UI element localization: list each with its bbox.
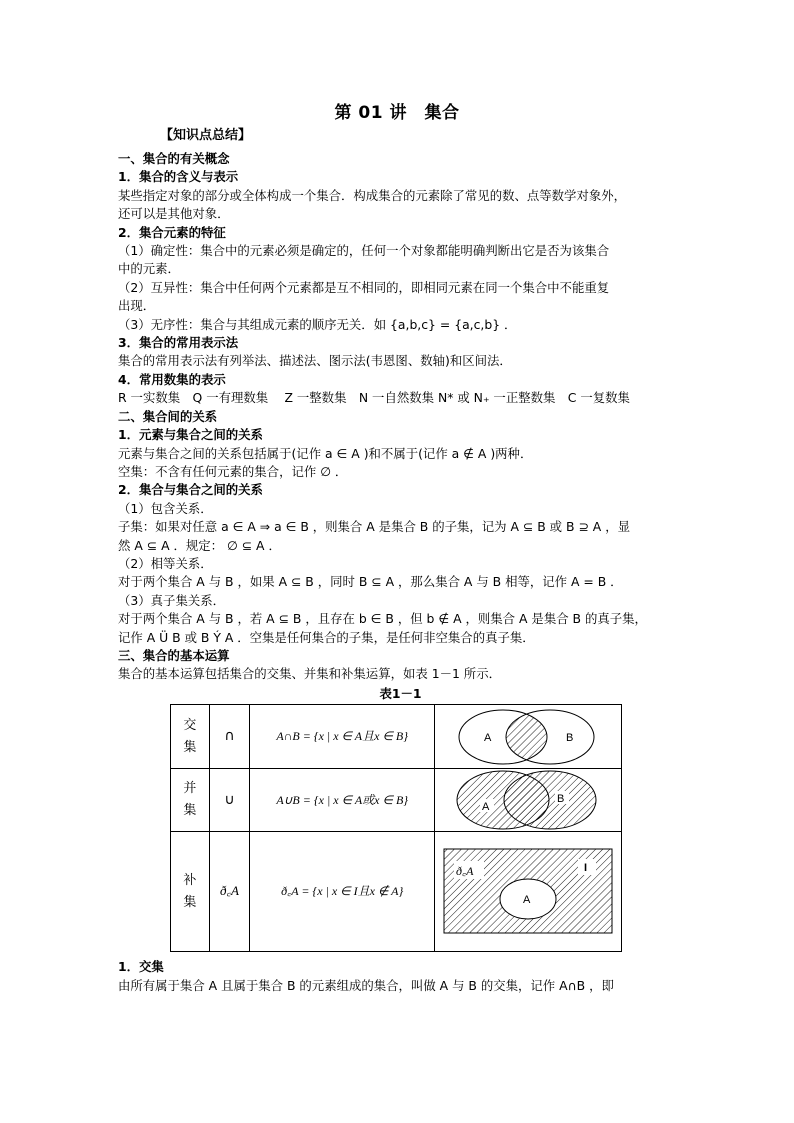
row-symbol: ∪ [209,769,250,832]
venn-complement-cell [435,832,622,952]
knowledge-summary-heading: 【知识点总结】 [160,128,252,143]
venn-union-diagram [438,769,618,831]
venn-union-cell [435,769,622,832]
text-line: 1．交集 [118,959,164,975]
text-line: 由所有属于集合 A 且属于集合 B 的元素组成的集合，叫做 A 与 B 的交集，记作 A∩B ，即 [118,977,614,993]
label-complement: ð꜀A [456,863,474,878]
text-line: 元素与集合之间的关系包括属于(记作 a ∈ A )和不属于(记作 a ∉ A )两种． [118,445,533,461]
text-line: 三、集合的基本运算 [118,647,230,663]
text-line: 记作 A Ü B 或 B Ý A ．空集是任何集合的子集，是任何非空集合的真子集． [118,629,535,645]
text-line: （1）包含关系． [118,500,213,516]
text-line: 某些指定对象的部分或全体构成一个集合．构成集合的元素除了常见的数、点等数学对象外， [118,187,627,203]
text-line: 对于两个集合 A 与 B ，如果 A ⊆ B ，同时 B ⊆ A ，那么集合 A 与 B 相等，记作 A = B ． [118,574,623,590]
text-line: 中的元素． [118,261,180,277]
text-line: 一、集合的有关概念 [118,151,230,166]
text-line: （3）无序性：集合与其组成元素的顺序无关．如 {a,b,c} = {a,c,b} ． [118,316,517,332]
label-a: A [482,801,490,814]
table-row-intersection [171,705,622,769]
label-b: B [566,731,574,744]
text-line: R 一实数集 Q 一有理数集 Z 一整数集 N 一自然数集 N* 或 N₊ 一正整数集 C 一复数集 [118,390,630,406]
venn-intersection-cell [435,705,622,769]
row-symbol: ð꜀A [209,832,250,952]
text-line: 2．集合元素的特征 [118,224,226,240]
set-b-circle [504,771,596,829]
text-line: 1．集合的含义与表示 [118,169,239,185]
label-i: I [584,861,588,874]
text-line: 集合的基本运算包括集合的交集、并集和补集运算，如表 1－1 所示． [118,666,501,682]
table-row-complement [171,832,622,952]
row-name: 并 集 [171,769,210,832]
text-line: 还可以是其他对象． [118,206,230,222]
table-caption: 表1－1 [379,685,422,701]
text-line: （3）真子集关系． [118,592,226,608]
text-lines-after-table [118,958,683,995]
row-name: 交 集 [171,705,210,769]
text-line: 空集：不含有任何元素的集合，记作 ∅ ． [118,463,348,479]
row-definition: ð꜀A = {x | x ∈ I且x ∉ A} [250,832,435,952]
label-b: B [557,793,565,806]
text-lines [118,150,683,684]
text-line: 3．集合的常用表示法 [118,335,239,351]
table-row-union [171,769,622,832]
text-line: 出现． [118,298,156,314]
text-line: （2）互异性：集合中任何两个元素都是互不相同的，即相同元素在同一个集合中不能重复 [118,279,610,295]
text-line: 子集：如果对任意 a ∈ A ⇒ a ∈ B ，则集合 A 是集合 B 的子集，记为 A ⊆ B 或 B ⊇ A ，显 [118,519,630,535]
text-line: （2）相等关系． [118,555,213,571]
label-a: A [484,731,492,744]
content-body [118,150,683,995]
set-operations-table [170,704,622,952]
text-line: 2．集合与集合之间的关系 [118,482,263,498]
text-line: 然 A ⊆ A ．规定： ∅ ⊆ A ． [118,537,281,553]
text-line: 集合的常用表示法有列举法、描述法、图示法(韦恩图、数轴)和区间法． [118,353,512,369]
text-line: 4．常用数集的表示 [118,371,226,387]
row-name: 补 集 [171,832,210,952]
row-definition: A∪B = {x | x ∈ A或x ∈ B} [250,769,435,832]
text-line: （1）确定性：集合中的元素必须是确定的，任何一个对象都能明确判断出它是否为该集合 [118,243,610,259]
page-title: 第 01 讲 集合 [334,103,460,123]
text-line: 1．元素与集合之间的关系 [118,427,263,443]
row-definition: A∩B = {x | x ∈ A且x ∈ B} [250,705,435,769]
venn-intersection-diagram [438,707,618,767]
label-a: A [523,893,531,906]
text-line: 二、集合间的关系 [118,408,218,424]
venn-complement-diagram [442,847,614,937]
text-line: 对于两个集合 A 与 B ，若 A ⊆ B ，且存在 b ∈ B ，但 b ∉ A ，则集合 A 是集合 B 的真子集， [118,611,647,627]
row-symbol: ∩ [209,705,250,769]
